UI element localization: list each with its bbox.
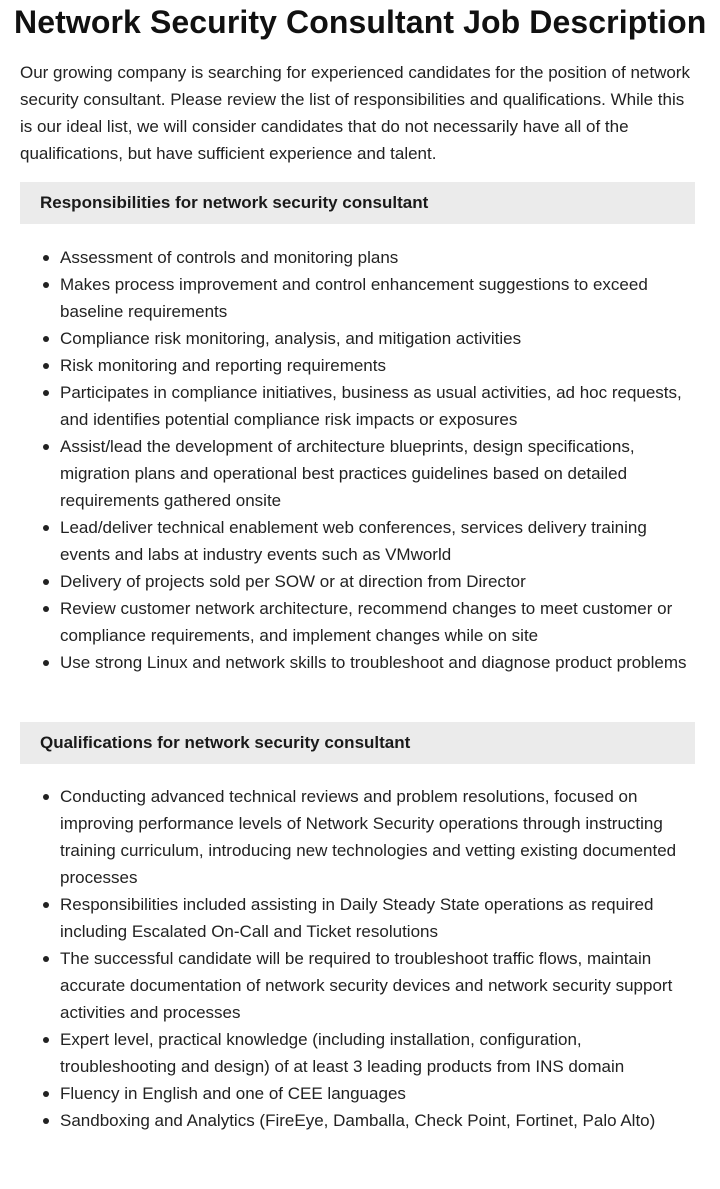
list-item-text: Participates in compliance initiatives, business as usual activities, ad hoc requests, and identifies potential compliance risk impacts or exposures [60,383,682,429]
bullet-icon [43,1037,49,1043]
qualifications-list [20,783,700,1134]
list-item [60,352,700,379]
page-title: Network Security Consultant Job Description [14,4,707,40]
bullet-icon [43,660,49,666]
bullet-icon [43,1118,49,1124]
list-item-text: Conducting advanced technical reviews and problem resolutions, focused on improving performance levels of Network Security operations through instructing training curriculum, introducing new technologies and vetting existing documented processes [60,787,677,887]
bullet-icon [43,255,49,261]
list-item-text: Delivery of projects sold per SOW or at direction from Director [60,572,526,591]
list-item-text: Risk monitoring and reporting requirements [60,356,386,375]
list-item-text: Responsibilities included assisting in Daily Steady State operations as required including Escalated On-Call and Ticket resolutions [60,895,654,941]
list-item-text: Lead/deliver technical enablement web conferences, services delivery training events and labs at industry events such as VMworld [60,518,647,564]
list-item [60,379,700,433]
qualifications-heading: Qualifications for network security consultant [20,722,695,764]
bullet-icon [43,390,49,396]
list-item-text: Assist/lead the development of architecture blueprints, design specifications, migration plans and operational best practices guidelines based on detailed requirements gathered onsite [60,437,635,510]
list-item [60,1107,700,1134]
list-item [60,325,700,352]
list-item-text: Use strong Linux and network skills to troubleshoot and diagnose product problems [60,653,687,672]
bullet-icon [43,579,49,585]
list-item [60,568,700,595]
list-item [60,271,700,325]
bullet-icon [43,794,49,800]
list-item [60,1026,700,1080]
bullet-icon [43,363,49,369]
list-item [60,945,700,1026]
bullet-icon [43,1091,49,1097]
bullet-icon [43,606,49,612]
bullet-icon [43,282,49,288]
bullet-icon [43,525,49,531]
list-item-text: Fluency in English and one of CEE languages [60,1084,406,1103]
list-item-text: Assessment of controls and monitoring plans [60,248,399,267]
intro-paragraph: Our growing company is searching for experienced candidates for the position of network security consultant. Please review the list of responsibilities and qualifications. While this is our ideal list, we will consider candidates that do not necessarily have all of the qualifications, but have sufficient experience and talent. [20,63,690,163]
list-item [60,1080,700,1107]
list-item [60,783,700,891]
bullet-icon [43,336,49,342]
list-item-text: Compliance risk monitoring, analysis, and mitigation activities [60,329,522,348]
list-item [60,891,700,945]
list-item [60,595,700,649]
list-item-text: Sandboxing and Analytics (FireEye, Damballa, Check Point, Fortinet, Palo Alto) [60,1111,656,1130]
list-item [60,514,700,568]
responsibilities-list [20,244,700,676]
bullet-icon [43,444,49,450]
list-item [60,433,700,514]
bullet-icon [43,956,49,962]
list-item-text: The successful candidate will be required to troubleshoot traffic flows, maintain accurate documentation of network security devices and network security support activities and processes [60,949,673,1022]
bullet-icon [43,902,49,908]
list-item-text: Makes process improvement and control enhancement suggestions to exceed baseline requirements [60,275,648,321]
responsibilities-heading: Responsibilities for network security consultant [20,182,695,224]
list-item-text: Expert level, practical knowledge (including installation, configuration, troubleshooting and design) of at least 3 leading products from INS domain [60,1030,625,1076]
list-item [60,649,700,676]
list-item [60,244,700,271]
list-item-text: Review customer network architecture, recommend changes to meet customer or compliance requirements, and implement changes while on site [60,599,673,645]
